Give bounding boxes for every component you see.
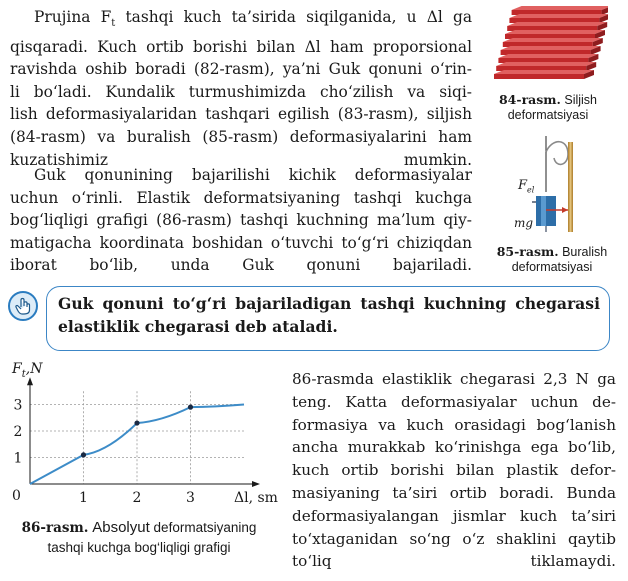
paragraph-1 xyxy=(10,6,472,171)
p1-line-1: Prujina $F_t$ tashqi kuch ta’sirida siqilganida, u Δl ga xyxy=(34,8,472,30)
chart-origin-label: 0 xyxy=(12,488,21,504)
figure-86-title: Absolyut xyxy=(92,519,150,536)
p3-line-9: to‘liq tiklamaydi. xyxy=(292,552,616,571)
slab-top xyxy=(498,54,598,58)
p3-line-4: ancha murakkab ko‘rinishga ega bo‘lib, xyxy=(292,438,616,457)
p1-line-5: lish deformasiyalaridan tashqari egilish (83-rasm), siljish xyxy=(10,105,472,124)
chart-y-axis-label: $F_t,N$ xyxy=(12,361,43,380)
data-point xyxy=(81,452,86,457)
chart-x-axis-label: Δl, sm xyxy=(234,490,278,506)
p2-line-4: matigacha koordinata boshidan o‘tuvchi to‘g‘ri chiziqdan xyxy=(10,233,472,252)
p1-line-3: ravishda oshib boradi (82-rasm), ya’ni Guk qonuni o‘rin- xyxy=(10,60,472,79)
x-tick-label: 3 xyxy=(186,490,195,506)
data-point xyxy=(134,420,139,425)
slab-front xyxy=(494,74,584,79)
slab-top xyxy=(507,22,607,26)
paragraph-2 xyxy=(10,164,472,277)
p3-line-7: deformasiyalangan jismlar kuch ta’siri xyxy=(292,506,616,525)
p3-line-2: teng. Katta deformasiyalar uchun de- xyxy=(292,392,616,411)
shear-deformation-illustration xyxy=(484,4,608,86)
p1-line-4: li bo‘ladi. Kundalik turmushimizda cho‘zilish va siqi- xyxy=(10,82,472,101)
y-tick-label: 1 xyxy=(13,450,23,467)
rule-text: Guk qonuni to‘g‘ri bajariladigan tashqi kuchning chegarasi elastiklik chegarasi deb ataladi. xyxy=(58,294,600,336)
paragraph-3 xyxy=(292,368,616,573)
figure-84-title: Siljish xyxy=(564,93,598,107)
y-tick-label: 3 xyxy=(13,397,23,414)
figure-85-caption xyxy=(478,244,626,275)
p2-line-3: bog‘liqligi grafigi (86-rasm) tashqi kuchning ma’lum qiy- xyxy=(10,211,472,230)
figure-85-number: 85-rasm. xyxy=(496,244,559,259)
figure-85-label-f: $F_{el}$ xyxy=(518,178,535,195)
figure-85-title: Buralish xyxy=(562,245,608,259)
p2-line-1: Guk qonunining bajarilishi kichik deformasiyalar xyxy=(34,166,472,184)
p2-line-2: uchun o‘rinli. Elastik deformatsiyaning tashqi kuchga xyxy=(10,188,472,207)
data-point xyxy=(188,405,193,410)
slab-top xyxy=(503,38,603,42)
figure-84-caption xyxy=(478,92,618,123)
p1-line-7: kuzatishimiz mumkin. xyxy=(10,150,472,169)
x-tick-label: 1 xyxy=(79,490,88,506)
figure-86-number: 86-rasm. xyxy=(21,520,89,536)
figure-86-subtitle: tashqi kuchga bog‘liqligi grafigi xyxy=(47,540,231,555)
x-tick-label: 2 xyxy=(132,490,142,506)
hand-pointing-icon xyxy=(8,291,38,321)
p3-line-1: 86-rasmda elastiklik chegarasi 2,3 N ga xyxy=(292,370,616,388)
p1-line-2: qisqaradi. Kuch ortib borishi bilan Δl ham proporsional xyxy=(10,37,472,56)
slab-top xyxy=(494,70,594,74)
p3-line-6: masiyaning ta’siri ortib boradi. Bunda xyxy=(292,483,616,502)
y-tick-label: 2 xyxy=(13,424,23,440)
p3-line-3: formasiya va kuch orasidagi bog‘lanish xyxy=(292,415,616,434)
slab-top xyxy=(501,46,601,50)
figure-84-subtitle: deformatsiyasi xyxy=(507,108,589,122)
p3-line-5: kuch ortib borishi bilan plastik defor- xyxy=(292,461,616,480)
figure-84-number: 84-rasm. xyxy=(498,92,561,107)
figure-85-label-mg: mg xyxy=(514,216,534,230)
slab-top xyxy=(512,6,608,10)
slab-top xyxy=(509,14,608,18)
slab-top xyxy=(496,62,596,66)
slab-top xyxy=(505,30,605,34)
figure-86-caption xyxy=(4,518,274,557)
p2-line-5: iborat bo‘lib, unda Guk qonuni bajariladi. xyxy=(10,256,472,275)
figure-86-title-rest: deformatsiyaning xyxy=(153,520,257,535)
p3-line-8: to‘xtaganidan so‘ng o‘z shaklini qaytib xyxy=(292,529,616,548)
x-axis-arrow xyxy=(252,481,260,487)
p1-line-6: (84-rasm) va buralish (85-rasm) deformasiyalarini ham xyxy=(10,128,472,147)
elastic-deformation-chart xyxy=(0,360,285,510)
figure-85-subtitle: deformatsiyasi xyxy=(511,260,593,274)
